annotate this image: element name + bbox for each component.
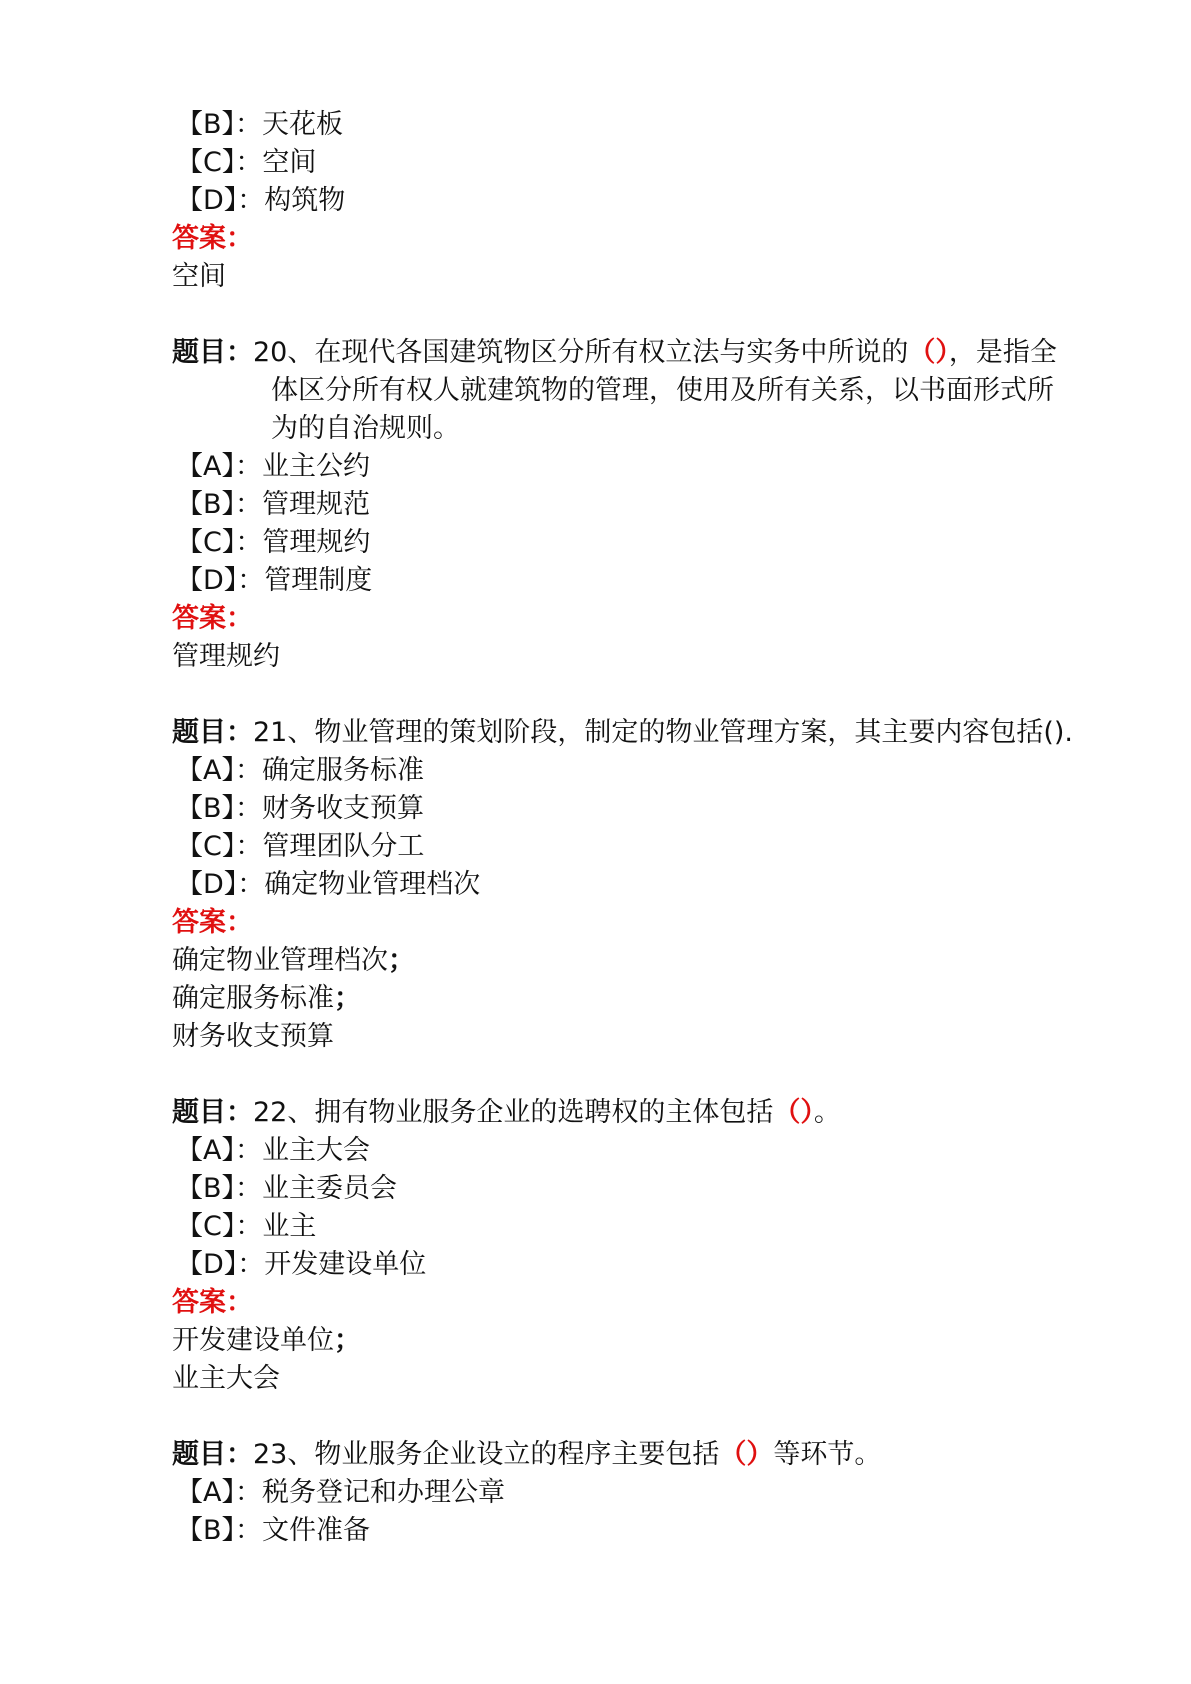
question-stem: 题目：22、拥有物业服务企业的选聘权的主体包括（）。 [172,1097,841,1128]
question-label: 题目： [172,337,253,368]
question-23 [172,1436,1092,1550]
option-a: 【A】：业主公约 [176,451,370,482]
option-c: 【C】：管理团队分工 [176,831,425,862]
question-label: 题目： [172,717,253,748]
blank: （） [719,1439,774,1470]
option-c: 【C】：空间 [176,147,317,178]
question-stem: 题目：23、物业服务企业设立的程序主要包括（）等环节。 [172,1439,882,1470]
answer-text: 确定物业管理档次； [172,945,415,976]
option-d: 【D】：管理制度 [176,565,373,596]
option-b: 【B】：财务收支预算 [176,793,425,824]
question-19-tail [172,106,1092,296]
question-label: 题目： [172,1097,253,1128]
option-b: 【B】：文件准备 [176,1515,371,1546]
option-d: 【D】：确定物业管理档次 [176,869,481,900]
option-c: 【C】：管理规约 [176,527,371,558]
question-22 [172,1094,1092,1398]
option-a: 【A】：业主大会 [176,1135,370,1166]
answer-label: 答案： [172,603,253,634]
question-20 [172,334,1092,676]
option-d: 【D】：构筑物 [176,185,346,216]
option-b: 【B】：管理规范 [176,489,371,520]
question-stem: 题目：21、物业管理的策划阶段，制定的物业管理方案，其主要内容包括(). [172,717,1074,748]
question-21 [172,714,1092,1056]
blank: （） [908,337,949,368]
answer-text: 财务收支预算 [172,1021,334,1052]
question-stem: 题目： 20、在现代各国建筑物区分所有权立法与实务中所说的（），是指全 体区分所有权人就建筑物的管理，使用及所有关系，以书面形式所 为的自治规则。 [172,334,1092,448]
option-b: 【B】：业主委员会 [176,1173,398,1204]
answer-label: 答案： [172,223,253,254]
option-a: 【A】：税务登记和办理公章 [176,1477,505,1508]
answer-text: 开发建设单位； [172,1325,361,1356]
option-a: 【A】：确定服务标准 [176,755,424,786]
answer-text: 确定服务标准； [172,983,361,1014]
option-d: 【D】：开发建设单位 [176,1249,427,1280]
answer-label: 答案： [172,1287,253,1318]
option-b: 【B】：天花板 [176,109,344,140]
answer-text: 业主大会 [172,1363,280,1394]
question-label: 题目： [172,1439,253,1470]
blank: （） [773,1097,814,1128]
answer-text: 管理规约 [172,641,280,672]
option-c: 【C】：业主 [176,1211,317,1242]
exam-page [172,106,1092,1550]
answer-label: 答案： [172,907,253,938]
answer-text: 空间 [172,261,226,292]
